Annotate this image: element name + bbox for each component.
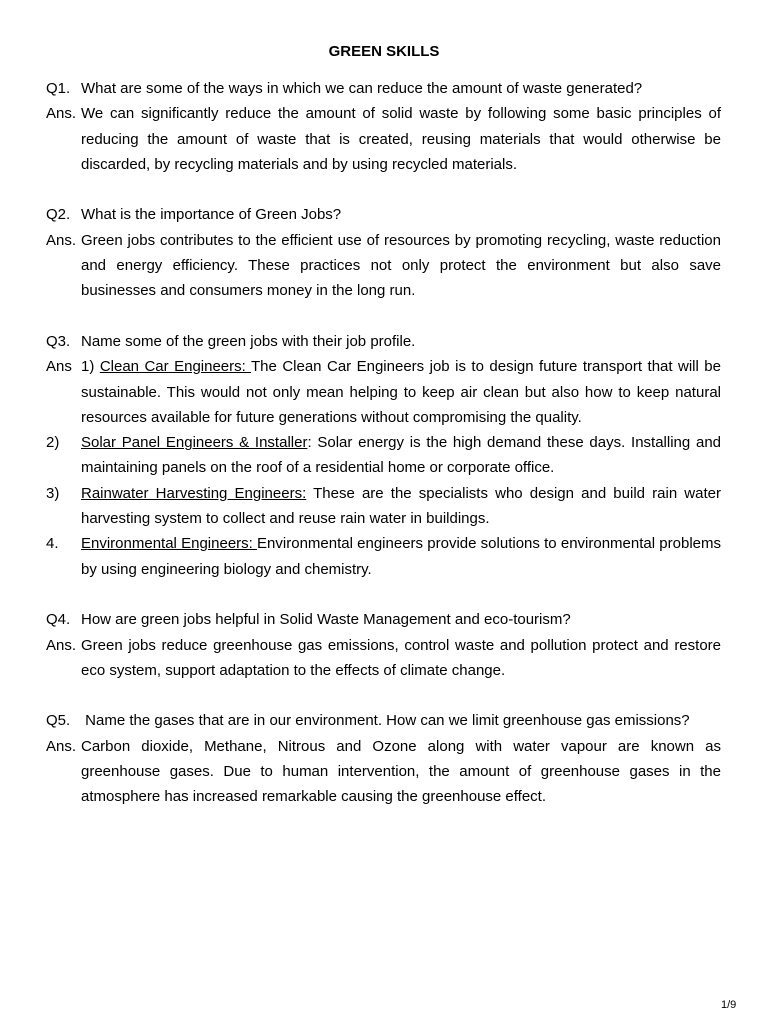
question-3-label: Q3. bbox=[46, 332, 71, 350]
item-2-text: : Solar energy is the high demand these days. Installing and maintaining panels on the roof of a residential home or corporate office. bbox=[81, 434, 722, 477]
answer-3-label: Ans bbox=[46, 358, 72, 376]
item-1-heading: Clean Car Engineers: bbox=[99, 358, 252, 376]
item-2-heading: Solar Panel Engineers & Installer bbox=[81, 434, 308, 452]
item-4-text: Environmental engineers provide solutions to environmental problems by using engineering biology and chemistry. bbox=[81, 535, 721, 578]
answer-3-item-4 bbox=[46, 531, 721, 582]
item-4-number: 4. bbox=[46, 535, 59, 553]
question-2-text: What is the importance of Green Jobs? bbox=[81, 206, 342, 224]
question-3-text: Name some of the green jobs with their job profile. bbox=[81, 332, 416, 350]
answer-1-label: Ans. bbox=[46, 105, 77, 123]
question-3 bbox=[46, 329, 721, 354]
answer-3-item-1 bbox=[46, 354, 721, 430]
item-3-number: 3) bbox=[46, 484, 60, 502]
answer-4 bbox=[46, 633, 721, 684]
answer-3-item-2 bbox=[46, 430, 721, 481]
item-4-heading: Environmental Engineers: bbox=[81, 535, 258, 553]
question-2-label: Q2. bbox=[46, 206, 71, 224]
answer-1 bbox=[46, 101, 721, 177]
question-4-label: Q4. bbox=[46, 611, 71, 629]
question-4 bbox=[46, 607, 721, 632]
answer-5-label: Ans. bbox=[46, 737, 77, 755]
item-1-number: 1) bbox=[81, 358, 95, 376]
item-3-heading: Rainwater Harvesting Engineers: bbox=[81, 484, 307, 502]
answer-5 bbox=[46, 734, 721, 810]
answer-1-text: We can significantly reduce the amount of solid waste by following some basic principles of reducing the amount of waste that is created, reusing materials that would otherwise be discarded, by recycling materials and by using recycled materials. bbox=[81, 105, 721, 173]
item-1-text: The Clean Car Engineers job is to design future transport that will be sustainable. This would not only mean helping to keep air clean but also how to keep natural resources available for future generations without compromising the quality. bbox=[81, 358, 721, 426]
question-4-text: How are green jobs helpful in Solid Waste Management and eco-tourism? bbox=[81, 611, 571, 629]
answer-4-text: Green jobs reduce greenhouse gas emissions, control waste and pollution protect and restore eco system, support adaptation to the effects of climate change. bbox=[81, 636, 721, 679]
page-title: GREEN SKILLS bbox=[328, 43, 440, 60]
answer-3-item-3 bbox=[46, 481, 721, 532]
answer-5-text: Carbon dioxide, Methane, Nitrous and Ozone along with water vapour are known as greenhouse gases. Due to human intervention, the amount of greenhouse gases in the atmosphere has increased remarkable causing the greenhouse effect. bbox=[81, 737, 721, 806]
answer-4-label: Ans. bbox=[46, 636, 77, 654]
question-1-text: What are some of the ways in which we can reduce the amount of waste generated? bbox=[81, 80, 643, 97]
question-1-label: Q1. bbox=[46, 80, 71, 97]
item-2-number: 2) bbox=[46, 434, 60, 452]
question-2 bbox=[46, 202, 721, 227]
answer-2 bbox=[46, 228, 721, 304]
question-1 bbox=[46, 76, 721, 101]
question-5-text: Name the gases that are in our environment. How can we limit greenhouse gas emissions? bbox=[81, 712, 690, 730]
question-5-label: Q5. bbox=[46, 712, 71, 730]
item-3-text: These are the specialists who design and build rain water harvesting system to collect and reuse rain water in buildings. bbox=[81, 484, 721, 528]
answer-2-label: Ans. bbox=[46, 231, 77, 249]
answer-2-text: Green jobs contributes to the efficient use of resources by promoting recycling, waste reduction and energy efficiency. These practices not only protect the environment but also save businesses and consumers money in the long run. bbox=[81, 231, 721, 300]
page-number: 1/9 bbox=[721, 999, 737, 1011]
document-body bbox=[46, 76, 721, 810]
question-5 bbox=[46, 708, 721, 733]
